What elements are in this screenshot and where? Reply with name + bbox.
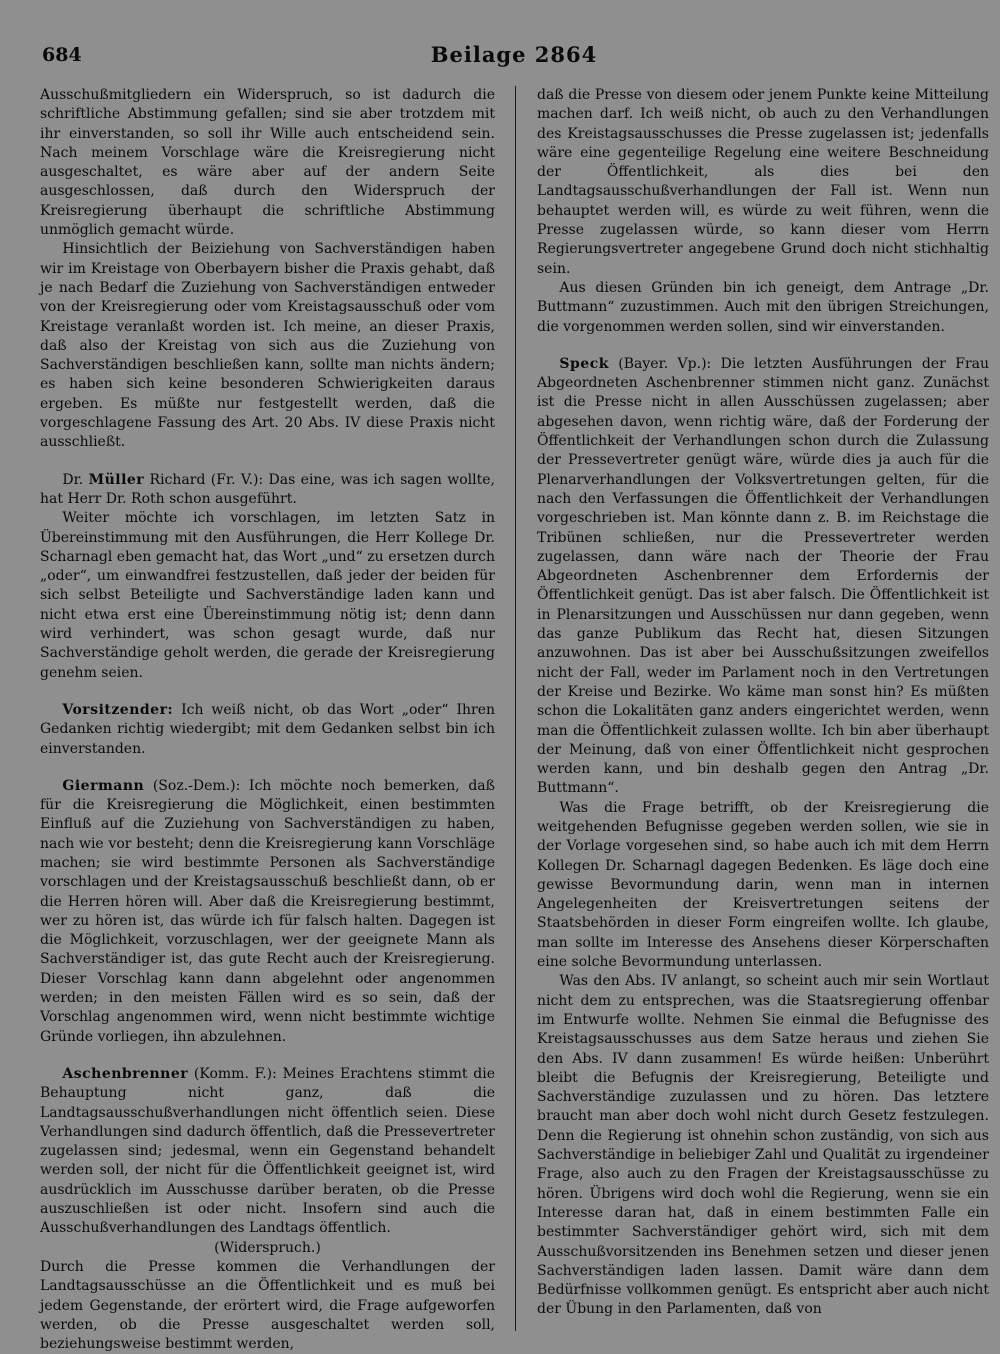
speech-giermann: [40, 777, 495, 1047]
column-divider: [515, 86, 516, 1331]
speech-speck: [537, 355, 989, 799]
paragraph: Was den Abs. IV anlangt, so scheint auch mir sein Wortlaut nicht dem zu entsprechen, was die Staatsregierung offenbar im Entwurfe wollte. Nehmen Sie einmal die Befugnisse des Kreistagsausschusses aus dem Satze heraus und ziehen Sie den Abs. IV dann zusammen! Es würde heißen: Unberührt bleibt die Befugnis der Kreisregierung, Beteiligte und Sachverständige zuzulassen und zu hören. Das letztere braucht man aber doch wohl nicht durch Gesetz festzulegen. Denn die Regierung ist ohnehin schon zuständig, von sich aus Sachverständige in beliebiger Zahl und Qualität zu irgendeiner Frage, also auch zu den Fragen der Kreistagsausschüsse zu hören. Übrigens wird doch wohl die Regierung, wenn sie ein Interesse daran hat, daß in einem bestimmten Falle ein bestimmter Sachverständiger gehört wird, sich mit dem Ausschußvorsitzenden ins Benehmen setzen und dieser jenen Sachverständigen laden lassen. Damit wäre dann dem Bedürfnisse vollkommen genügt. Es entspricht aber auch nicht der Übung in den Parlamenten, daß von: [537, 973, 989, 1318]
speech-text: Ich weiß nicht, ob das Wort „oder“ Ihren Gedanken richtig wiedergibt; mit dem Gedanken selbst bin ich einverstanden.: [40, 701, 495, 757]
speaker-title: Dr.: [62, 471, 89, 488]
speech-text: Die letzten Ausführungen der Frau Abgeordneten Aschenbrenner stimmen nicht ganz. Zunächst ist die Presse nicht in allen Ausschüssen zugelassen; aber abgesehen davon, wenn richtig wäre, daß der Forderung der Öffentlichkeit der Verhandlungen schon durch die Zulassung der Pressevertreter genügt wäre, würde dies ja auch für die Plenarverhandlungen der Volksvertretungen gelten, für die nach den Verfassungen die Öffentlichkeit der Verhandlungen vorgeschrieben ist. Man könnte dann z. B. im Reichstage die Tribünen schließen, nur die Pressevertreter werden zugelassen, dann wäre nach der Theorie der Frau Abgeordneten Aschenbrenner dem Erfordernis der Öffentlichkeit genügt. Das ist aber falsch. Die Öffentlichkeit ist in Plenarsitzungen und Ausschüssen nur dann gegeben, wenn das ganze Publikum das Recht hat, diesen Sitzungen anzuwohnen. Das ist aber bei Ausschußsitzungen zweifellos nicht der Fall, weder im Parlament noch in den Vertretungen der Kreise und Bezirke. Wo käme man sonst hin? Es müßten schon die Lokalitäten ganz anders eingerichtet werden, wenn man die Öffentlichkeit zulassen wollte. Ich bin aber überhaupt der Meinung, daß von einer Öffentlichkeit nicht gesprochen werden kann, und bin deshalb gegen den Antrag „Dr. Buttmann“.: [537, 355, 990, 797]
left-column: [40, 86, 496, 1353]
paragraph: Weiter möchte ich vorschlagen, im letzten Satz in Übereinstimmung mit den Ausführungen, die Herr Kollege Dr. Scharnagl eben gemacht hat, das Wort „und“ zu ersetzen durch „oder“, um einwandfrei festzustellen, daß jeder der beiden für sich selbst Beteiligte und Sachverständige laden kann und nicht etwa erst eine Übereinstimmung nötig ist; denn dann wird verhindert, was schon gesagt wurde, daß nur Sachverständige geholt werden, die gerade der Kreisregierung genehm seien.: [40, 510, 495, 681]
speaker-affiliation: (Soz.-Dem.):: [144, 777, 241, 794]
paragraph: daß die Presse von diesem oder jenem Punkte keine Mitteilung machen darf. Ich weiß nicht, ob auch zu den Verhandlungen des Kreistagsausschusses die Presse zugelassen ist; jedenfalls wäre eine gegenteilige Regelung eine weitere Beschneidung der Öffentlichkeit, als dies bei den Landtagsausschußverhandlungen der Fall ist. Wenn nun behauptet werden will, es würde zu weit führen, wenn die Presse zugelassen würde, so kann dieser vom Herrn Regierungsvertreter angegebene Grund doch nicht stichhaltig sein.: [537, 87, 989, 277]
speech-vorsitzender: [40, 701, 495, 759]
speech-text: Ich möchte noch bemerken, daß für die Kreisregierung die Möglichkeit, einen bestimmten Einfluß auf die Zuziehung von Sachverständigen zu haben, nach wie vor besteht; denn die Kreisregierung kann Vorschläge machen; sie wird bestimmte Personen als Sachverständige vorschlagen und der Kreistagsausschuß beschließt dann, ob er die Herren hören will. Aber daß die Kreisregierung bestimmt, wer zu hören ist, das würde ich für falsch halten. Dagegen ist die Möglichkeit, vorzuschlagen, wer der geeignete Mann als Sachverständiger ist, das gute Recht auch der Kreisregierung. Dieser Vorschlag kann dann abgelehnt oder angenommen werden; in den meisten Fällen wird es so sein, daß der Vorschlag angenommen wird, wenn nicht bestimmte wichtige Gründe vorliegen, ihn abzulehnen.: [40, 777, 496, 1045]
right-column: [537, 86, 989, 1336]
speaker-affiliation: (Komm. F.):: [188, 1065, 277, 1082]
speaker-name: Vorsitzender:: [62, 701, 174, 718]
page-number: 684: [42, 44, 82, 66]
speech-mueller: [40, 471, 495, 510]
paragraph: Was die Frage betrifft, ob der Kreisregierung die weitgehenden Befugnisse gegeben werden sollen, wie sie in der Vorlage vorgesehen sind, so habe auch ich mit dem Herrn Kollegen Dr. Scharnagl dagegen Bedenken. Es läge doch eine gewisse Bevormundung darin, wenn man in internen Angelegenheiten der Kreisvertretungen seitens der Staatsbehörden in dieser Form eingreifen wollte. Ich glaube, man sollte im Interesse des Ansehens dieser Körperschaften eine solche Bevormundung unterlassen.: [537, 799, 989, 971]
speech-aschenbrenner: [40, 1065, 495, 1239]
speaker-affiliation: (Bayer. Vp.):: [608, 355, 712, 372]
speaker-name: Giermann: [62, 777, 145, 794]
speech-text: Meines Erachtens stimmt die Behauptung nicht ganz, daß die Landtagsausschußverhandlungen nicht öffentlich seien. Diese Verhandlungen sind dadurch öffentlich, daß die Pressevertreter zugelassen sind; jedesmal, wenn ein Gegenstand behandelt werden soll, der nicht für die Öffentlichkeit geeignet ist, wird ausdrücklich im Ausschusse darüber beraten, ob die Presse auszuschließen ist oder nicht. Insofern sind auch die Ausschußverhandlungen des Landtags öffentlich.: [40, 1065, 495, 1237]
speaker-affiliation: Richard (Fr. V.):: [144, 471, 264, 488]
page-title: Beilage 2864: [430, 42, 598, 67]
speaker-name: Speck: [559, 355, 609, 372]
speaker-name: Müller: [88, 471, 145, 488]
speech-text: Das eine, was ich sagen wollte, hat Herr Dr. Roth schon ausgeführt.: [40, 471, 495, 507]
paragraph: Hinsichtlich der Beiziehung von Sachverständigen haben wir im Kreistage von Oberbayern bisher die Praxis gehabt, daß je nach Bedarf die Zuziehung von Sachverständigen entweder von der Kreisregierung oder vom Kreistagsausschuß oder vom Kreistage veranlaßt worden ist. Ich meine, an dieser Praxis, daß also der Kreistag von sich aus die Zuziehung von Sachverständigen beschließen kann, sollte man nichts ändern; es haben sich keine besonderen Schwierigkeiten daraus ergeben. Es müßte nur festgestellt werden, daß die vorgeschlagene Fassung des Art. 20 Abs. IV diese Praxis nicht ausschließt.: [40, 241, 495, 451]
paragraph: Ausschußmitgliedern ein Widerspruch, so ist dadurch die schriftliche Abstimmung gefallen; sind sie aber trotzdem mit ihr einverstanden, so soll ihr Wille auch entscheidend sein. Nach meinem Vorschlage wäre die Kreisregierung nicht ausgeschaltet, es wäre aber auf der andern Seite ausgeschlossen, daß durch den Widerspruch der Kreisregierung überhaupt die schriftliche Abstimmung unmöglich gemacht würde.: [40, 87, 495, 239]
speaker-name: Aschenbrenner: [62, 1065, 189, 1082]
interjection: (Widerspruch.): [214, 1239, 321, 1256]
page-header: [42, 38, 986, 72]
paragraph: Durch die Presse kommen die Verhandlungen der Landtagsausschüsse an die Öffentlichkeit und es muß bei jedem Gegenstande, der erörtert wird, die Frage aufgeworfen werden, ob die Presse ausgeschaltet werden soll, beziehungsweise bestimmt werden,: [40, 1258, 495, 1353]
paragraph: Aus diesen Gründen bin ich geneigt, dem Antrage „Dr. Buttmann“ zuzustimmen. Auch mit den übrigen Streichungen, die vorgenommen werden sollen, sind wir einverstanden.: [537, 279, 989, 335]
